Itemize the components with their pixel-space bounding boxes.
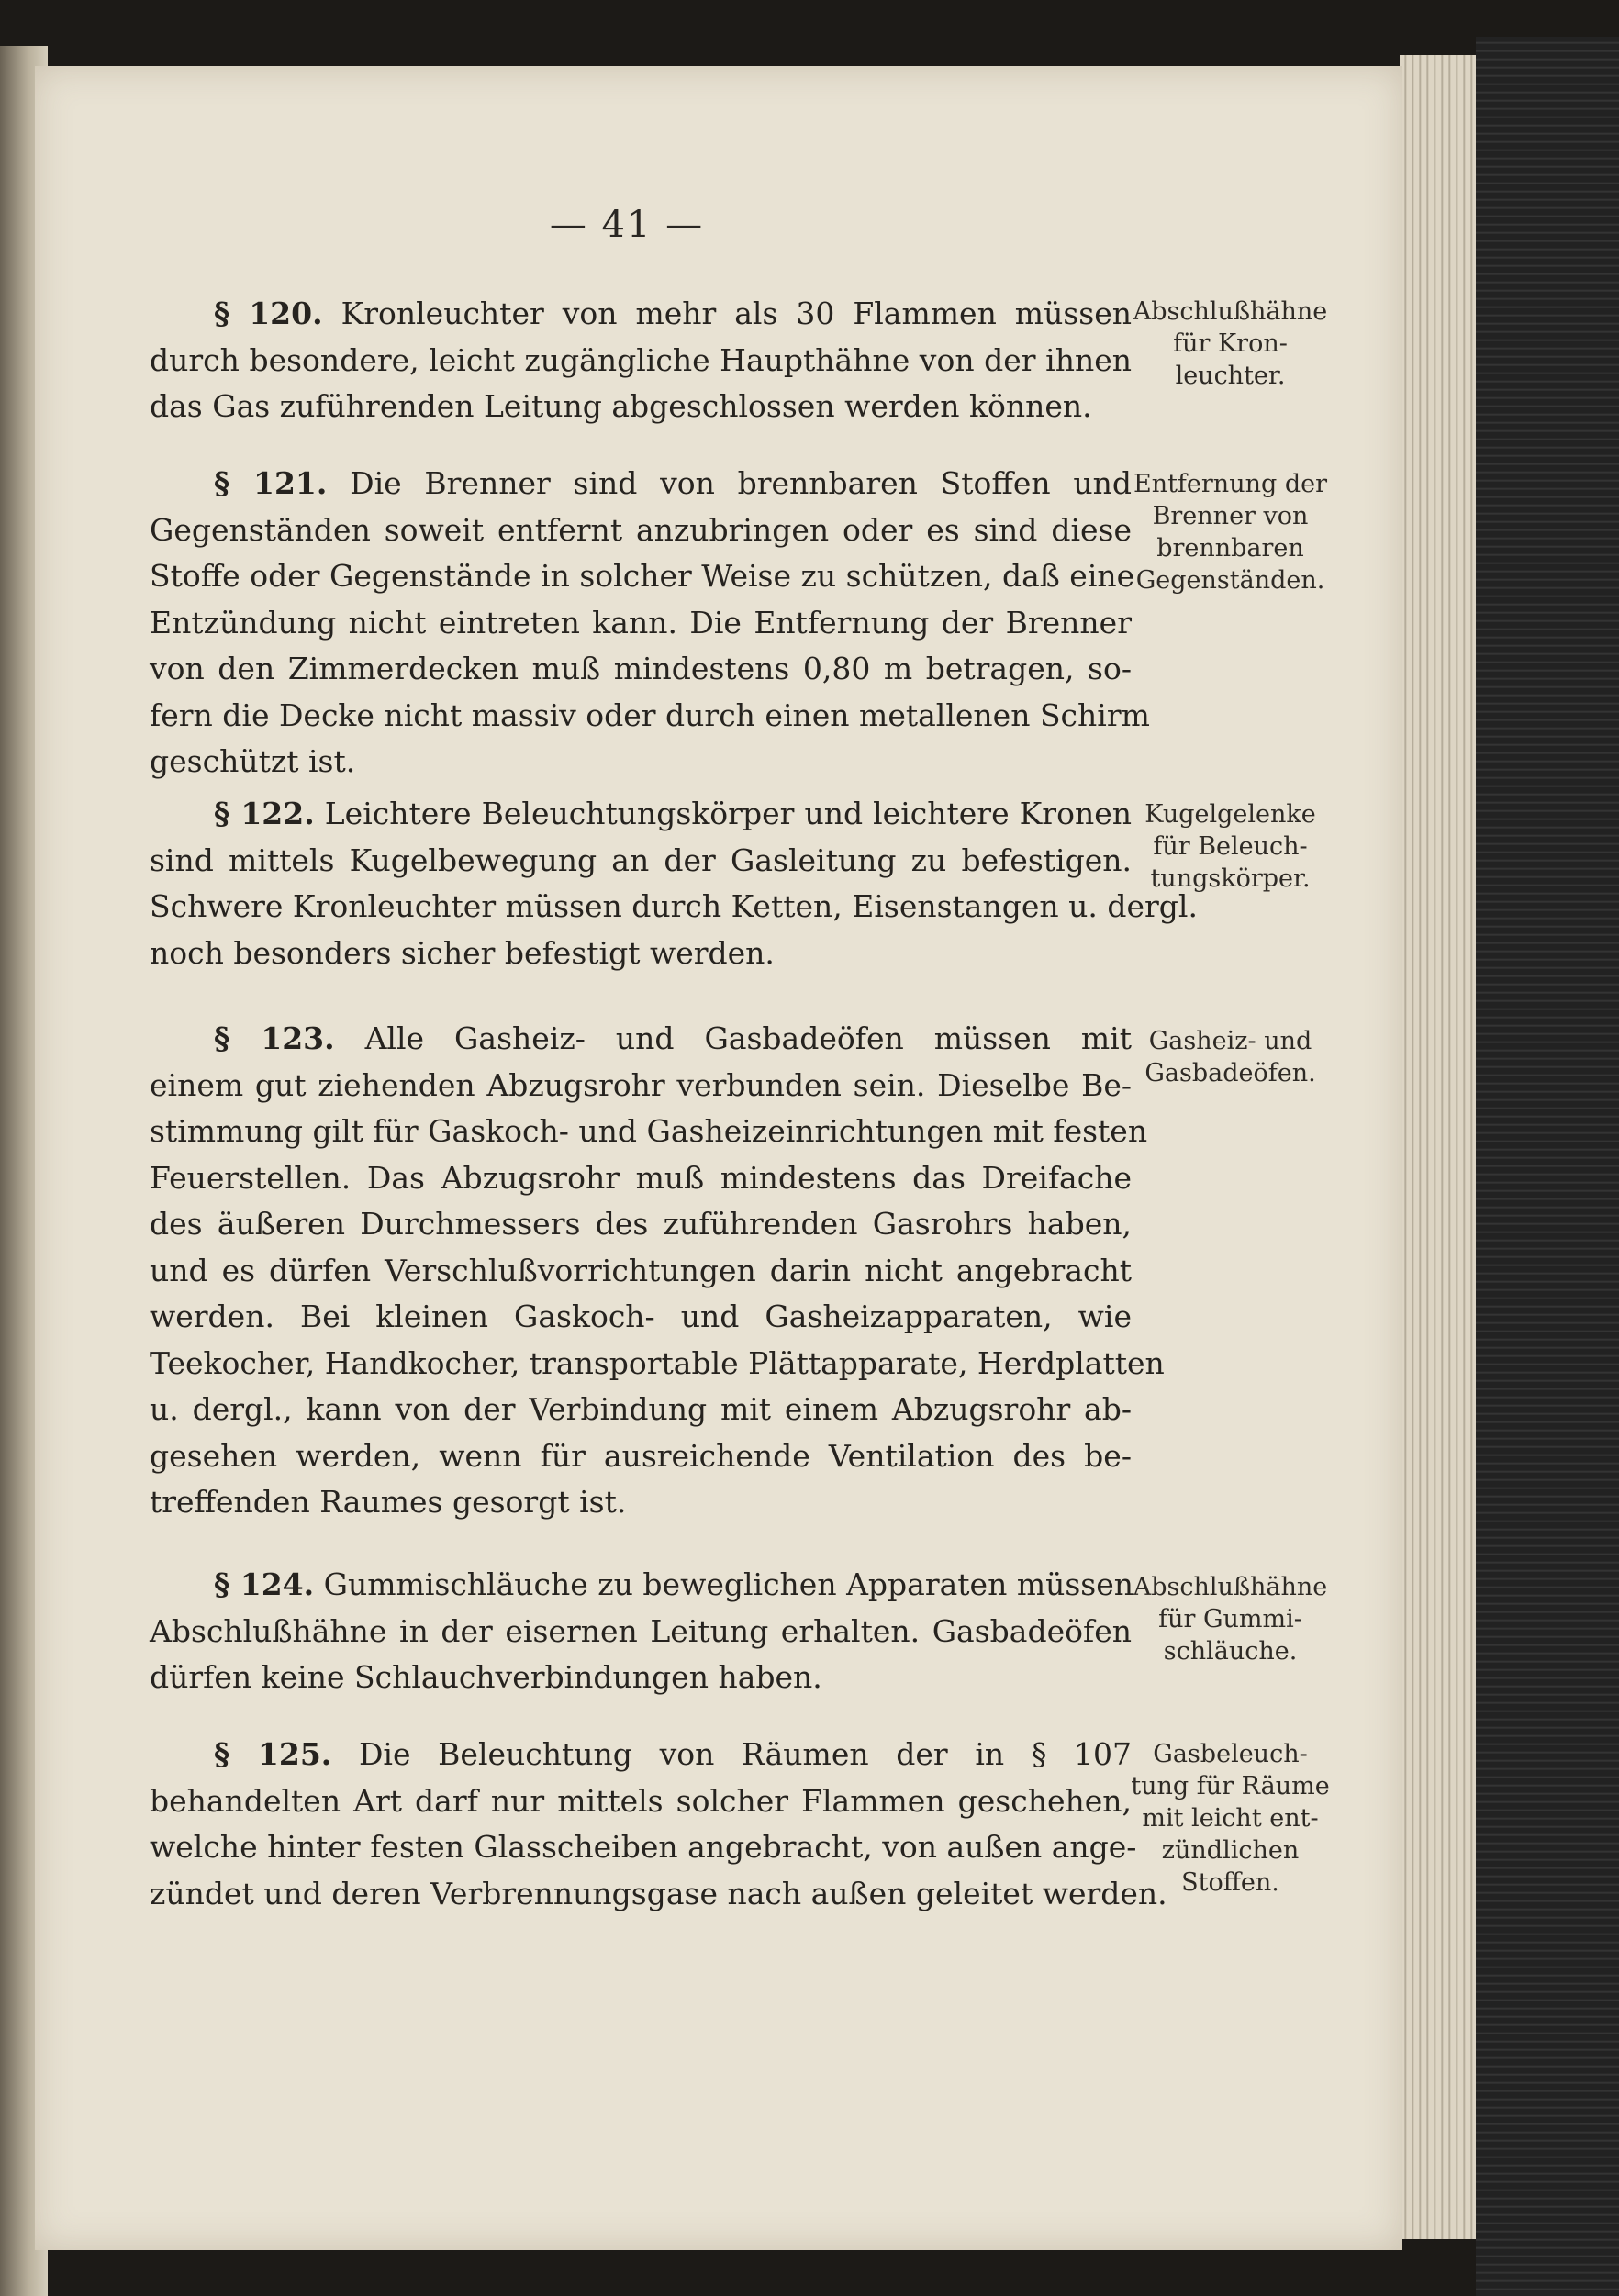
section-125 xyxy=(150,1732,1167,1917)
paragraph-line: welche hinter festen Glasscheiben angebracht, von außen ange- xyxy=(150,1829,1137,1865)
margin-note-121: Entfernung der Brenner von brennbaren Gegenständen. xyxy=(1133,470,1328,595)
paragraph-line: Entzündung nicht eintreten kann. Die Entfernung der Brenner xyxy=(150,604,1132,641)
section-121 xyxy=(150,461,1150,786)
paragraph-line: das Gas zuführenden Leitung abgeschlossen werden können. xyxy=(150,388,1092,424)
margin-note-120: Abschlußhähne für Kron- leuchter. xyxy=(1133,297,1328,390)
paragraph-line: gesehen werden, wenn für ausreichende Ventilation des be- xyxy=(150,1437,1132,1474)
paragraph-line: Gegenständen soweit entfernt anzubringen oder es sind diese xyxy=(150,511,1132,548)
paragraph-line: des äußeren Durchmessers des zuführenden Gasrohrs haben, xyxy=(150,1206,1132,1242)
paragraph-line: § 125. Die Beleuchtung von Räumen der in § 107 xyxy=(214,1736,1132,1772)
margin-note-122: Kugelgelenke für Beleuch- tungskörper. xyxy=(1144,800,1316,893)
margin-note-123: Gasheiz- und Gasbadeöfen. xyxy=(1144,1027,1316,1087)
paragraph-line: werden. Bei kleinen Gaskoch- und Gasheizapparaten, wie xyxy=(150,1298,1132,1334)
section-number: § 121. xyxy=(214,465,328,501)
margin-note-125: Gasbeleuch- tung für Räume mit leicht ent- zündlichen Stoffen. xyxy=(1131,1740,1330,1897)
margin-note-124: Abschlußhähne für Gummi- schläuche. xyxy=(1133,1573,1328,1666)
section-123 xyxy=(150,1016,1165,1526)
paragraph-line: noch besonders sicher befestigt werden. xyxy=(150,934,775,971)
section-number: § 122. xyxy=(214,796,315,831)
paragraph-line: von den Zimmerdecken muß mindestens 0,80 m betragen, so- xyxy=(150,651,1132,686)
section-number: § 120. xyxy=(214,295,323,331)
section-124 xyxy=(150,1562,1132,1701)
section-number: § 123. xyxy=(214,1020,335,1056)
paragraph-line: geschützt ist. xyxy=(150,743,356,779)
paragraph-line: § 122. Leichtere Beleuchtungskörper und leichtere Kronen xyxy=(214,796,1132,831)
paragraph-line: sind mittels Kugelbewegung an der Gasleitung zu befestigen. xyxy=(150,841,1132,878)
paragraph-line: treffenden Raumes gesorgt ist. xyxy=(150,1484,627,1520)
section-120 xyxy=(150,291,1132,430)
paragraph-line: stimmung gilt für Gaskoch- und Gasheizeinrichtungen mit festen xyxy=(150,1113,1148,1149)
paragraph-line: einem gut ziehenden Abzugsrohr verbunden sein. Dieselbe Be- xyxy=(150,1066,1132,1103)
paragraph-line: Feuerstellen. Das Abzugsrohr muß mindestens das Dreifache xyxy=(150,1159,1132,1196)
paragraph-line: Teekocher, Handkocher, transportable Plättapparate, Herdplatten xyxy=(150,1344,1165,1381)
paragraph-line: durch besondere, leicht zugängliche Haupthähne von der ihnen xyxy=(150,341,1132,378)
section-122 xyxy=(150,791,1198,976)
section-number: § 125. xyxy=(214,1736,332,1772)
paragraph-line: § 121. Die Brenner sind von brennbaren Stoffen und xyxy=(214,465,1132,501)
paragraph-line: fern die Decke nicht massiv oder durch einen metallenen Schirm xyxy=(150,697,1150,733)
paragraph-line: u. dergl., kann von der Verbindung mit einem Abzugsrohr ab- xyxy=(150,1391,1132,1427)
paragraph-line: dürfen keine Schlauchverbindungen haben. xyxy=(150,1659,822,1695)
paragraph-line: § 120. Kronleuchter von mehr als 30 Flammen müssen xyxy=(214,295,1132,331)
page-edges xyxy=(1400,55,1482,2239)
book-cover-right xyxy=(1476,37,1619,2296)
book-page xyxy=(35,66,1402,2250)
paragraph-line: § 124. Gummischläuche zu beweglichen Apparaten müssen xyxy=(214,1566,1134,1602)
paragraph-line: und es dürfen Verschlußvorrichtungen darin nicht angebracht xyxy=(150,1252,1132,1288)
section-number: § 124. xyxy=(214,1566,315,1602)
paragraph-line: Stoffe oder Gegenstände in solcher Weise zu schützen, daß eine xyxy=(150,558,1135,594)
paragraph-line: behandelten Art darf nur mittels solcher Flammen geschehen, xyxy=(150,1782,1132,1819)
paragraph-line: zündet und deren Verbrennungsgase nach außen geleitet werden. xyxy=(150,1875,1167,1911)
paragraph-line: § 123. Alle Gasheiz- und Gasbadeöfen müssen mit xyxy=(214,1020,1132,1056)
paragraph-line: Schwere Kronleuchter müssen durch Ketten, Eisenstangen u. dergl. xyxy=(150,888,1198,924)
page-number: — 41 — xyxy=(549,204,705,246)
paragraph-line: Abschlußhähne in der eisernen Leitung erhalten. Gasbadeöfen xyxy=(150,1612,1132,1649)
